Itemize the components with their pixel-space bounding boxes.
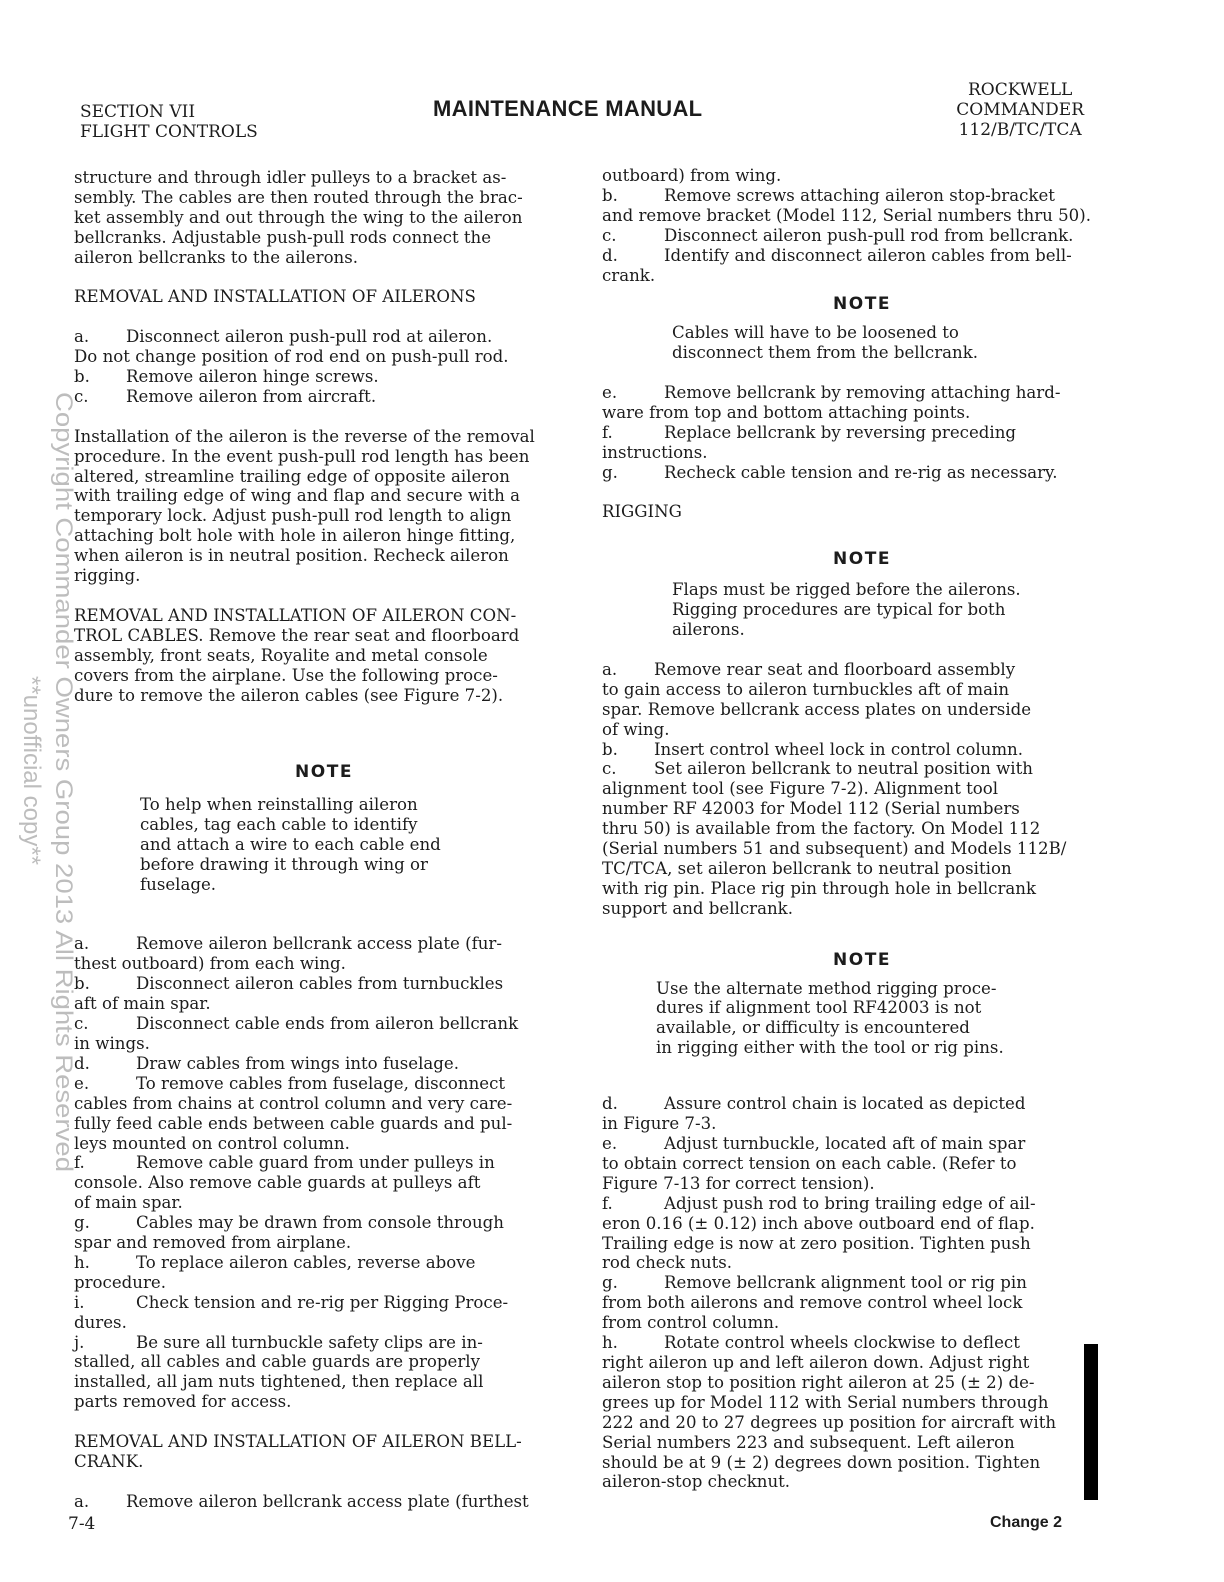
paragraph-line: bellcranks. Adjustable push-pull rods connect the: [74, 227, 492, 247]
step-text: Remove aileron bellcrank access plate (fur-: [136, 934, 502, 954]
step-label: a.: [602, 659, 618, 679]
step-item: [74, 1074, 574, 1094]
step-text: Rotate control wheels clockwise to deflect: [664, 1333, 1020, 1353]
step-continuation: instructions.: [602, 442, 708, 462]
change-number: Change 2: [990, 1514, 1063, 1531]
note-line: cables, tag each cable to identify: [140, 815, 418, 835]
step-text: Remove screws attaching aileron stop-bracket: [664, 185, 1055, 205]
note-body: [656, 979, 1122, 1059]
note-line: Flaps must be rigged before the ailerons.: [672, 580, 1021, 600]
paragraph-line: altered, streamline trailing edge of opposite aileron: [74, 466, 510, 486]
paragraph-line: assembly, front seats, Royalite and metal console: [74, 645, 488, 665]
step-item: [602, 1273, 1122, 1293]
step-item: [602, 383, 1122, 403]
step-continuation: in wings.: [74, 1033, 150, 1053]
continued-line: outboard) from wing.: [602, 166, 782, 185]
step-label: a.: [74, 327, 90, 347]
note-title: NOTE: [833, 549, 891, 570]
step-label: a.: [74, 1491, 90, 1511]
step-continuation: leys mounted on control column.: [74, 1133, 350, 1153]
note-line: To help when reinstalling aileron: [140, 795, 418, 815]
step-continuation: spar and removed from airplane.: [74, 1233, 352, 1253]
step-label: g.: [602, 462, 618, 482]
step-label: j.: [74, 1332, 85, 1352]
step-text: Disconnect aileron cables from turnbuckles: [136, 974, 504, 994]
section-label: SECTION VII: [80, 102, 196, 122]
paragraph-line: Installation of the aileron is the reverse of the removal: [74, 426, 535, 446]
rigging-steps-continued: [602, 1094, 1122, 1492]
step-label: d.: [602, 245, 618, 265]
step-continuation: from control column.: [602, 1313, 780, 1333]
paragraph-line: covers from the airplane. Use the following proce-: [74, 665, 498, 685]
step-continuation: from both ailerons and remove control wheel lock: [602, 1293, 1023, 1313]
step-label: f.: [602, 1193, 613, 1213]
step-item: [602, 1194, 1122, 1214]
page-number: 7-4: [68, 1514, 96, 1534]
intro-paragraph: [74, 168, 574, 268]
subsection-label: FLIGHT CONTROLS: [80, 122, 258, 142]
paragraph-line: dure to remove the aileron cables (see Figure 7-2).: [74, 685, 504, 705]
step-continuation: thru 50) is available from the factory. On Model 112: [602, 819, 1041, 839]
note-line: fuselage.: [140, 874, 217, 894]
step-continuation: aileron stop to position right aileron at 25 (± 2) de-: [602, 1372, 1035, 1392]
variants-label: 112/B/TC/TCA: [958, 120, 1082, 140]
step-continuation: Figure 7-13 for correct tension).: [602, 1173, 875, 1193]
step-item: [602, 463, 1122, 483]
step-continuation: cables from chains at control column and very care-: [74, 1093, 513, 1113]
manufacturer-label: ROCKWELL: [967, 80, 1073, 100]
bellcrank-removal-steps: [602, 186, 1122, 286]
step-text: Draw cables from wings into fuselage.: [136, 1053, 460, 1073]
step-item: [74, 974, 574, 994]
step-text: Adjust turnbuckle, located aft of main spar: [664, 1134, 1026, 1154]
step-continuation: number RF 42003 for Model 112 (Serial numbers: [602, 799, 1020, 819]
step-continuation: Serial numbers 223 and subsequent. Left aileron: [602, 1432, 1015, 1452]
step-text: Recheck cable tension and re-rig as necessary.: [664, 462, 1058, 482]
step-item: [74, 1293, 574, 1313]
step-c: [74, 387, 574, 407]
paragraph-line: ket assembly and out through the wing to the aileron: [74, 207, 523, 227]
note-line: dures if alignment tool RF42003 is not: [656, 998, 982, 1018]
paragraph-line: temporary lock. Adjust push-pull rod length to align: [74, 506, 512, 526]
step-continuation: TC/TCA, set aileron bellcrank to neutral position: [602, 858, 1012, 878]
step-label: g.: [74, 1213, 90, 1233]
step-label: c.: [74, 1014, 89, 1034]
step-continuation: should be at 9 (± 2) degrees down position. Tighten: [602, 1452, 1041, 1472]
step-continuation: installed, all jam nuts tightened, then replace all: [74, 1372, 484, 1392]
step-text: Adjust push rod to bring trailing edge of ail-: [664, 1193, 1036, 1213]
note-title: NOTE: [833, 294, 891, 315]
step-item: [602, 1134, 1122, 1154]
heading-removal-ailerons: REMOVAL AND INSTALLATION OF AILERONS: [74, 287, 476, 307]
step-continuation: of wing.: [602, 719, 670, 739]
heading-rigging: RIGGING: [602, 502, 682, 522]
step-text: Remove aileron hinge screws.: [126, 367, 379, 387]
step-text: Remove bellcrank by removing attaching hard-: [664, 383, 1061, 403]
step-item: [602, 759, 1122, 779]
step-continuation: right aileron up and left aileron down. Adjust right: [602, 1352, 1030, 1372]
step-item: [602, 1333, 1122, 1353]
step-continuation: and remove bracket (Model 112, Serial numbers thru 50).: [602, 205, 1091, 225]
step-label: b.: [602, 739, 618, 759]
watermark-line-1: Copyright Commander Owners Group 2013 All Rights Reserved: [50, 392, 77, 1073]
step-continuation: of main spar.: [74, 1193, 183, 1213]
step-continuation: to gain access to aileron turnbuckles aft of main: [602, 679, 1010, 699]
paragraph-line: TROL CABLES. Remove the rear seat and floorboard: [74, 625, 520, 645]
step-continuation: aft of main spar.: [74, 994, 211, 1014]
note-line: Cables will have to be loosened to: [672, 323, 959, 343]
step-item: [602, 246, 1122, 266]
note-line: Rigging procedures are typical for both: [672, 600, 1006, 620]
step-continuation: parts removed for access.: [74, 1392, 292, 1412]
note-body: [672, 580, 1122, 640]
change-bar: [1084, 1344, 1098, 1500]
note-line: Use the alternate method rigging proce-: [656, 978, 997, 998]
step-text: Check tension and re-rig per Rigging Proce-: [136, 1292, 509, 1312]
step-label: i.: [74, 1292, 85, 1312]
paragraph-line: procedure. In the event push-pull rod length has been: [74, 446, 530, 466]
step-label: e.: [74, 1073, 90, 1093]
step-label: f.: [602, 422, 613, 442]
step-label: d.: [602, 1094, 618, 1114]
step-label: f.: [74, 1153, 85, 1173]
step-continuation: Trailing edge is now at zero position. Tighten push: [602, 1233, 1031, 1253]
page-title: MAINTENANCE MANUAL: [433, 96, 703, 121]
step-label: g.: [602, 1273, 618, 1293]
step-continuation: crank.: [602, 265, 656, 285]
step-continuation: rod check nuts.: [602, 1253, 733, 1273]
paragraph-line: when aileron is in neutral position. Recheck aileron: [74, 546, 509, 566]
step-text: Insert control wheel lock in control column.: [654, 739, 1024, 759]
aircraft-header: [956, 80, 1084, 140]
step-a: [74, 327, 574, 347]
step-text: Assure control chain is located as depicted: [664, 1094, 1026, 1114]
bellcrank-step-a: [74, 1492, 574, 1512]
step-continuation: with rig pin. Place rig pin through hole in bellcrank: [602, 878, 1037, 898]
step-text: Replace bellcrank by reversing preceding: [664, 422, 1017, 442]
heading-removal-bellcrank: [74, 1432, 574, 1472]
step-continuation: to obtain correct tension on each cable. (Refer to: [602, 1153, 1017, 1173]
step-label: c.: [602, 225, 617, 245]
step-continuation: grees up for Model 112 with Serial numbers through: [602, 1392, 1049, 1412]
step-text: Disconnect cable ends from aileron bellcrank: [136, 1014, 519, 1034]
step-label: e.: [602, 383, 618, 403]
step-label: e.: [602, 1134, 618, 1154]
step-item: [602, 423, 1122, 443]
note-body: [140, 795, 574, 895]
step-text: Remove aileron bellcrank access plate (furthest: [126, 1491, 529, 1511]
step-label: h.: [602, 1333, 618, 1353]
step-text: Set aileron bellcrank to neutral position with: [654, 759, 1033, 779]
paragraph-line: rigging.: [74, 566, 141, 586]
step-item: [602, 226, 1122, 246]
step-item: [74, 1153, 574, 1173]
step-item: [74, 1014, 574, 1034]
paragraph-line: aileron bellcranks to the ailerons.: [74, 247, 359, 267]
aileron-removal-steps: [74, 327, 574, 407]
step-label: a.: [74, 934, 90, 954]
step-text: Remove cable guard from under pulleys in: [136, 1153, 495, 1173]
paragraph-line: REMOVAL AND INSTALLATION OF AILERON CON-: [74, 605, 517, 625]
step-item: [74, 1213, 574, 1233]
step-text: Be sure all turnbuckle safety clips are in-: [136, 1332, 483, 1352]
note-line: available, or difficulty is encountered: [656, 1018, 970, 1038]
note-line: and attach a wire to each cable end: [140, 834, 441, 854]
step-a-continued: Do not change position of rod end on push-pull rod.: [74, 347, 509, 367]
step-continuation: dures.: [74, 1312, 127, 1332]
step-text: Remove bellcrank alignment tool or rig pin: [664, 1273, 1027, 1293]
paragraph-line: structure and through idler pulleys to a bracket as-: [74, 168, 507, 187]
step-item: [74, 934, 574, 954]
step-item: [602, 186, 1122, 206]
step-continuation: spar. Remove bellcrank access plates on underside: [602, 699, 1032, 719]
step-continuation: in Figure 7-3.: [602, 1114, 717, 1134]
step-text: Disconnect aileron push-pull rod at aileron.: [126, 327, 493, 347]
step-item: [602, 740, 1122, 760]
bellcrank-install-steps: [602, 383, 1122, 483]
step-continuation: (Serial numbers 51 and subsequent) and Models 112B/: [602, 839, 1067, 859]
step-label: b.: [74, 367, 90, 387]
step-continuation: alignment tool (see Figure 7-2). Alignment tool: [602, 779, 999, 799]
step-label: c.: [74, 386, 89, 406]
step-item: [602, 1094, 1122, 1114]
right-column: [602, 166, 1122, 1492]
step-label: d.: [74, 1053, 90, 1073]
step-label: h.: [74, 1252, 90, 1272]
step-continuation: eron 0.16 (± 0.12) inch above outboard end of flap.: [602, 1213, 1035, 1233]
step-text: Identify and disconnect aileron cables from bell-: [664, 245, 1072, 265]
left-column: [74, 168, 574, 1512]
step-b: [74, 367, 574, 387]
step-continuation: 222 and 20 to 27 degrees up position for aircraft with: [602, 1412, 1057, 1432]
step-text: To replace aileron cables, reverse above: [136, 1252, 476, 1272]
step-continuation: console. Also remove cable guards at pulleys aft: [74, 1173, 481, 1193]
step-continuation: stalled, all cables and cable guards are properly: [74, 1352, 480, 1372]
step-label: b.: [74, 974, 90, 994]
cables-paragraph: [74, 606, 574, 706]
step-continuation: thest outboard) from each wing.: [74, 954, 346, 974]
paragraph-line: sembly. The cables are then routed through the brac-: [74, 187, 523, 207]
installation-paragraph: [74, 427, 574, 586]
note-line: before drawing it through wing or: [140, 854, 428, 874]
step-text: Remove rear seat and floorboard assembly: [654, 659, 1016, 679]
step-text: Cables may be drawn from console through: [136, 1213, 504, 1233]
section-header: [80, 102, 258, 142]
note-body: [672, 323, 1122, 363]
note-title: NOTE: [295, 762, 353, 783]
cable-removal-steps: [74, 934, 574, 1412]
note-line: disconnect them from the bellcrank.: [672, 343, 979, 363]
step-continuation: aileron-stop checknut.: [602, 1472, 791, 1492]
step-text: To remove cables from fuselage, disconnect: [136, 1073, 506, 1093]
step-item: [74, 1333, 574, 1353]
step-label: b.: [602, 185, 618, 205]
heading-line: CRANK.: [74, 1451, 144, 1471]
step-item: [602, 660, 1122, 680]
step-item: [74, 1054, 574, 1074]
step-text: Disconnect aileron push-pull rod from bellcrank.: [664, 225, 1074, 245]
heading-line: REMOVAL AND INSTALLATION OF AILERON BELL-: [74, 1432, 522, 1452]
note-line: ailerons.: [672, 620, 745, 640]
watermark-line-2: **unofficial copy**: [18, 676, 45, 866]
model-label: COMMANDER: [956, 100, 1084, 120]
note-line: in rigging either with the tool or rig pins.: [656, 1038, 1004, 1058]
paragraph-line: attaching bolt hole with hole in aileron hinge fitting,: [74, 526, 516, 546]
step-continuation: support and bellcrank.: [602, 898, 793, 918]
step-label: c.: [602, 759, 617, 779]
step-item: [74, 1253, 574, 1273]
note-title: NOTE: [833, 949, 891, 970]
step-continuation: procedure.: [74, 1272, 166, 1292]
paragraph-line: with trailing edge of wing and flap and secure with a: [74, 486, 520, 506]
rigging-steps: [602, 660, 1122, 919]
step-continuation: fully feed cable ends between cable guards and pul-: [74, 1113, 513, 1133]
step-text: Remove aileron from aircraft.: [126, 386, 377, 406]
step-continuation: ware from top and bottom attaching points.: [602, 402, 971, 422]
